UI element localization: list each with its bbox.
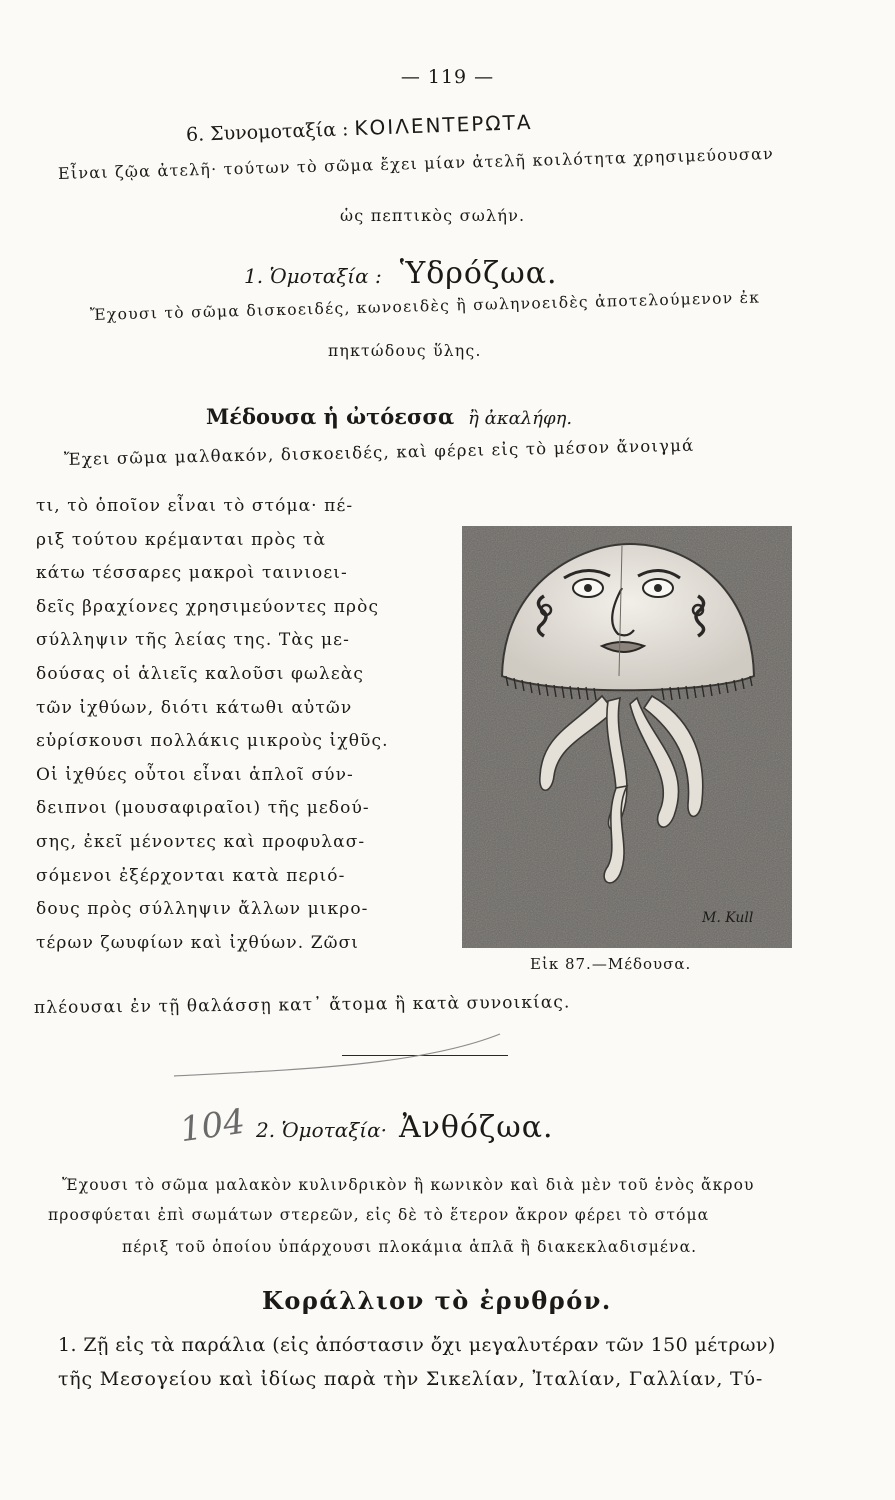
figure-caption: Εἰκ 87.—Μέδουσα. [530, 955, 692, 973]
body-line: τῶν ἰχθύων, διότι κάτωθι αὐτῶν [36, 697, 353, 718]
species2-para-line1: 1. Ζῇ εἰς τὰ παράλια (εἰς ἀπόστασιν ὄχι μεγαλυτέραν τῶν 150 μέτρων) [58, 1334, 776, 1356]
body-line: εὑρίσκουσι πολλάκις μικροὺς ἰχθῦς. [36, 731, 389, 752]
body-tail-line: πλέουσαι ἐν τῇ θαλάσσῃ κατ᾽ ἄτομα ἢ κατὰ συνοικίας. [33, 992, 571, 1018]
order1-desc-line1: Ἔχουσι τὸ σῶμα δισκοειδές, κωνοειδὲς ἢ σωληνοειδὲς ἀποτελούμενον ἐκ [89, 288, 761, 324]
order1-name: Ὑδρόζωα. [399, 256, 558, 291]
order1-desc-line2: πηκτώδους ὕλης. [328, 342, 482, 360]
order2-label: 2. Ὁμοταξία· [256, 1118, 387, 1142]
section-number: 6. [185, 123, 205, 146]
species1-heading [206, 404, 572, 429]
body-line: δειπνοι (μουσαφιραῖοι) τῆς μεδού- [36, 798, 370, 819]
section-intro-line2: ὡς πεπτικὸς σωλήν. [340, 206, 526, 225]
order1-heading [244, 256, 558, 291]
pencil-stroke [170, 1026, 510, 1086]
section-intro-line1: Εἶναι ζῷα ἀτελῆ· τούτων τὸ σῶμα ἔχει μίαν ἀτελῆ κοιλότητα χρησιμεύουσαν [57, 144, 775, 183]
body-line: δεῖς βραχίονες χρησιμεύοντες πρὸς [36, 596, 380, 617]
body-line: σης, ἐκεῖ μένοντες καὶ προφυλασ- [36, 831, 366, 852]
species2-para-line2: τῆς Μεσογείου καὶ ἰδίως παρὰ τὴν Σικελίαν, Ἰταλίαν, Γαλλίαν, Τύ- [58, 1368, 764, 1390]
order2-name: Ἀνθόζωα. [398, 1110, 554, 1145]
body-line: δούσας οἱ ἁλιεῖς καλοῦσι φωλεὰς [36, 663, 365, 684]
section-heading [186, 110, 533, 146]
order2-desc-line1: Ἔχουσι τὸ σῶμα μαλακὸν κυλινδρικὸν ἢ κωνικὸν καὶ διὰ μὲν τοῦ ἑνὸς ἄκρου [62, 1176, 755, 1194]
body-lead-line: Ἔχει σῶμα μαλθακόν, δισκοειδές, καὶ φέρει εἰς τὸ μέσον ἄνοιγμά [63, 435, 695, 469]
body-line: τι, τὸ ὁποῖον εἶναι τὸ στόμα· πέ- [36, 496, 354, 516]
species1-alt: ἢ ἀκαλήφη. [468, 408, 573, 429]
order1-label: 1. Ὁμοταξία : [244, 264, 382, 288]
body-line: σόμενοι ἐξέρχονται κατὰ περιό- [36, 865, 346, 886]
page-number: — 119 — [400, 66, 495, 88]
body-line: Οἱ ἰχθύες οὗτοι εἶναι ἁπλοῖ σύν- [36, 764, 354, 785]
body-column [36, 490, 436, 960]
species1-name: Μέδουσα ἡ ὠτόεσσα [206, 404, 455, 429]
body-line: δους πρὸς σύλληψιν ἄλλων μικρο- [36, 899, 369, 920]
section-name: ΚΟΙΛΕΝΤΕΡΩΤΑ [354, 109, 533, 141]
illustration-signature: M. Kull [702, 910, 754, 926]
handwritten-note: 104 [177, 1101, 248, 1151]
species2-heading: Κοράλλιον τὸ ἐρυθρόν. [262, 1286, 612, 1315]
order2-desc-line2: προσφύεται ἐπὶ σωμάτων στερεῶν, εἰς δὲ τὸ ἕτερον ἄκρον φέρει τὸ στόμα [48, 1206, 710, 1224]
body-line: ριξ τούτου κρέμανται πρὸς τὰ [36, 529, 327, 550]
body-line: τέρων ζωυφίων καὶ ἰχθύων. Ζῶσι [36, 932, 360, 953]
section-term: Συνομοταξία : [209, 118, 349, 146]
body-line: σύλληψιν τῆς λείας της. Τὰς με- [36, 630, 350, 651]
body-line: κάτω τέσσαρες μακροὶ ταινιοει- [36, 563, 348, 584]
order2-heading [256, 1110, 554, 1145]
medusa-illustration [462, 526, 792, 948]
order2-desc-line3: πέριξ τοῦ ὁποίου ὑπάρχουσι πλοκάμια ἁπλᾶ ἢ διακεκλαδισμένα. [122, 1238, 698, 1256]
